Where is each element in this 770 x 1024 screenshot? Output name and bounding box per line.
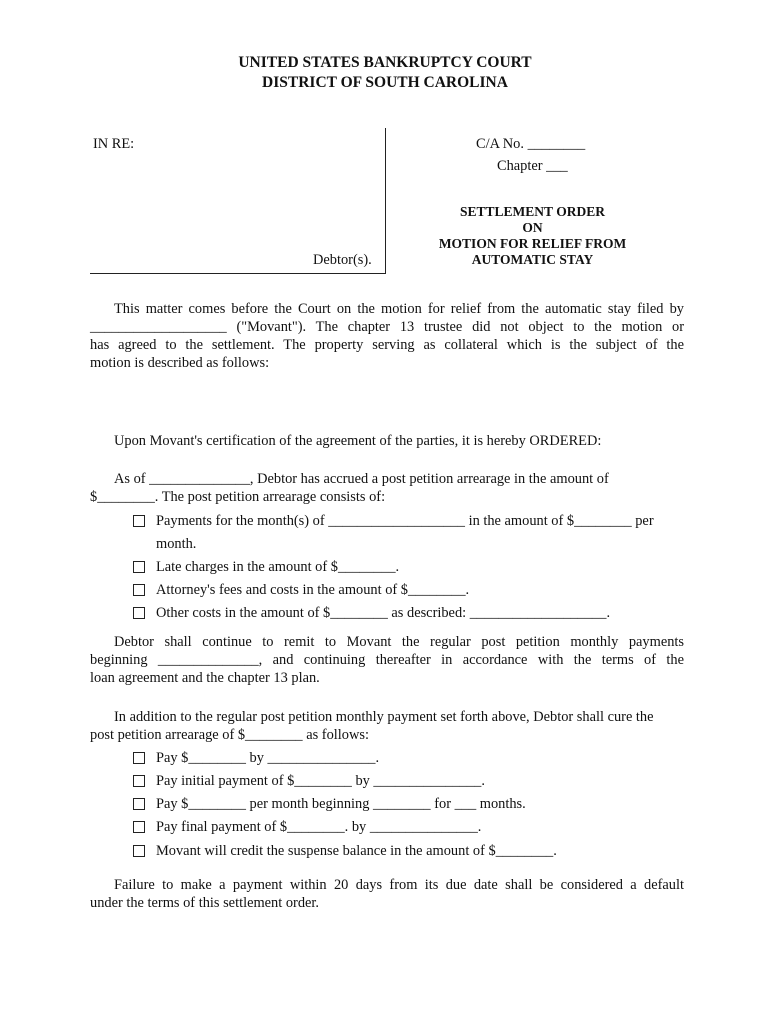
late-charges-checkbox[interactable] <box>133 561 145 573</box>
cure-item-initial-payment: Pay initial payment of $________ by _______________. <box>156 773 485 789</box>
monthly-payment-checkbox[interactable] <box>133 798 145 810</box>
court-district: DISTRICT OF SOUTH CAROLINA <box>262 74 508 91</box>
default-line2: under the terms of this settlement order. <box>90 895 319 911</box>
cure-item-monthly: Pay $________ per month beginning ________ for ___ months. <box>156 796 526 812</box>
case-number: C/A No. ________ <box>476 136 586 152</box>
continue-line3: loan agreement and the chapter 13 plan. <box>90 670 320 686</box>
intro-line4: motion is described as follows: <box>90 355 270 371</box>
pay-by-checkbox[interactable] <box>133 752 145 764</box>
chapter-number: Chapter ___ <box>497 158 568 174</box>
order-title-line1: SETTLEMENT ORDER <box>460 204 605 219</box>
arrearage-item-attorney-fees: Attorney's fees and costs in the amount of $________. <box>156 582 470 598</box>
arrearage-line1: As of ______________, Debtor has accrued a post petition arrearage in the amount of <box>114 471 609 487</box>
cure-line1: In addition to the regular post petition monthly payment set forth above, Debtor shall cure the <box>114 709 654 725</box>
arrearage-item-other-costs: Other costs in the amount of $________ as described: ___________________. <box>156 605 611 621</box>
in-re-label: IN RE: <box>93 136 135 152</box>
arrearage-item-late-charges: Late charges in the amount of $________. <box>156 559 400 575</box>
initial-payment-checkbox[interactable] <box>133 775 145 787</box>
intro-line1: This matter comes before the Court on the motion for relief from the automatic stay filed by <box>114 301 684 317</box>
payments-months-checkbox[interactable] <box>133 515 145 527</box>
default-line1: Failure to make a payment within 20 days from its due date shall be considered a default <box>114 877 684 893</box>
cure-item-suspense: Movant will credit the suspense balance in the amount of $________. <box>156 843 557 859</box>
cure-item-final-payment: Pay final payment of $________. by _______________. <box>156 819 482 835</box>
arrearage-item-payments: Payments for the month(s) of ___________________ in the amount of $________ per <box>156 513 654 529</box>
suspense-credit-checkbox[interactable] <box>133 845 145 857</box>
caption-bottom-rule <box>90 273 386 274</box>
caption-divider <box>385 128 386 274</box>
debtors-label: Debtor(s). <box>313 252 372 268</box>
arrearage-item-payments-cont: month. <box>156 536 197 552</box>
continue-line2: beginning ______________, and continuing thereafter in accordance with the terms of the <box>90 652 684 668</box>
order-title-line4: AUTOMATIC STAY <box>471 252 594 267</box>
ordered-statement: Upon Movant's certification of the agreement of the parties, it is hereby ORDERED: <box>114 433 602 449</box>
arrearage-line2: $________. The post petition arrearage consists of: <box>90 489 386 505</box>
intro-line3: has agreed to the settlement. The property serving as collateral which is the subject of the <box>90 337 684 353</box>
cure-line2: post petition arrearage of $________ as follows: <box>90 727 369 743</box>
order-title-line2: ON <box>522 220 543 235</box>
intro-line2: ___________________ ("Movant"). The chapter 13 trustee did not object to the motion or <box>90 319 684 335</box>
other-costs-checkbox[interactable] <box>133 607 145 619</box>
order-title-line3: MOTION FOR RELIEF FROM <box>438 236 627 251</box>
court-name: UNITED STATES BANKRUPTCY COURT <box>238 54 532 71</box>
continue-line1: Debtor shall continue to remit to Movant the regular post petition monthly payments <box>114 634 684 650</box>
attorney-fees-checkbox[interactable] <box>133 584 145 596</box>
cure-item-pay-by: Pay $________ by _______________. <box>156 750 380 766</box>
final-payment-checkbox[interactable] <box>133 821 145 833</box>
